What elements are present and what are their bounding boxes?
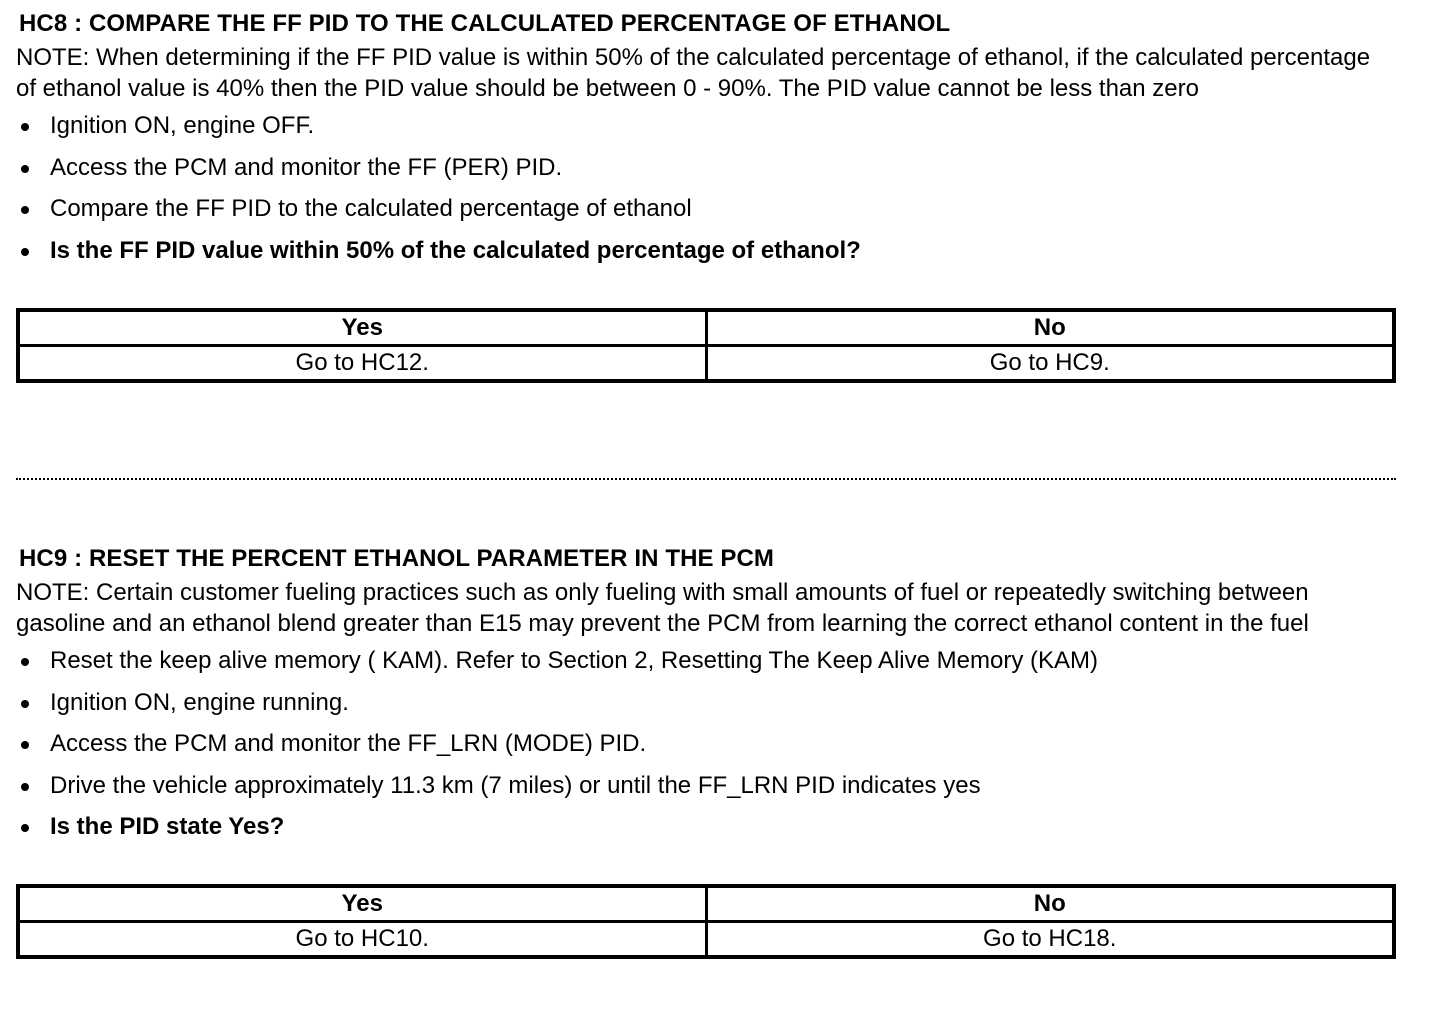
bullet-dot-icon <box>21 658 29 666</box>
step-hc9-section <box>16 543 1396 959</box>
table-row <box>18 922 1394 958</box>
bullet-item <box>16 728 1396 759</box>
table-row <box>18 345 1394 381</box>
bullet-text: Reset the keep alive memory ( KAM). Refer to Section 2, Resetting The Keep Alive Memory (KAM) <box>50 647 1098 674</box>
yes-header: Yes <box>18 886 706 922</box>
step-hc9-title: HC9 : RESET THE PERCENT ETHANOL PARAMETER IN THE PCM <box>19 545 775 572</box>
step-hc9-bullet-list <box>16 645 1396 842</box>
bullet-dot-icon <box>21 248 29 256</box>
bullet-item <box>16 645 1396 676</box>
step-hc8-note: NOTE: When determining if the FF PID value is within 50% of the calculated percentage of ethanol, if the calculated percentage of ethanol value is 40% then the PID value should be between 0 - 90%. The PID value cannot be less than zero <box>16 44 1371 102</box>
bullet-dot-icon <box>21 824 29 832</box>
bullet-text: Access the PCM and monitor the FF_LRN (MODE) PID. <box>50 730 647 757</box>
bullet-item <box>16 152 1396 183</box>
step-hc8-section <box>16 8 1396 383</box>
step-hc8-bullet-list <box>16 110 1396 266</box>
bullet-question <box>16 235 1396 266</box>
bullet-text: Drive the vehicle approximately 11.3 km (7 miles) or until the FF_LRN PID indicates yes <box>50 771 981 799</box>
no-action: Go to HC9. <box>706 345 1394 381</box>
bullet-dot-icon <box>21 123 29 131</box>
bullet-text: Compare the FF PID to the calculated percentage of ethanol <box>50 195 692 222</box>
step-hc8-result-table <box>16 308 1396 383</box>
bullet-item <box>16 687 1396 718</box>
bullet-text: Access the PCM and monitor the FF (PER) PID. <box>50 153 563 181</box>
yes-header: Yes <box>18 310 706 346</box>
bullet-dot-icon <box>21 165 29 173</box>
table-header-row <box>18 310 1394 346</box>
question-text: Is the FF PID value within 50% of the calculated percentage of ethanol? <box>50 236 861 264</box>
yes-action: Go to HC10. <box>18 922 706 958</box>
bullet-text: Ignition ON, engine running. <box>50 688 349 716</box>
step-hc8-title: HC8 : COMPARE THE FF PID TO THE CALCULATED PERCENTAGE OF ETHANOL <box>19 10 951 37</box>
no-action: Go to HC18. <box>706 922 1394 958</box>
bullet-dot-icon <box>21 206 29 214</box>
bullet-question <box>16 811 1396 842</box>
bullet-dot-icon <box>21 783 29 791</box>
bullet-text: Ignition ON, engine OFF. <box>50 112 315 139</box>
bullet-dot-icon <box>21 741 29 749</box>
bullet-item <box>16 193 1396 224</box>
bullet-item <box>16 770 1396 801</box>
section-divider <box>16 478 1396 480</box>
step-hc9-result-table <box>16 884 1396 959</box>
table-header-row <box>18 886 1394 922</box>
question-text: Is the PID state Yes? <box>50 813 285 840</box>
no-header: No <box>706 886 1394 922</box>
bullet-item <box>16 110 1396 141</box>
no-header: No <box>706 310 1394 346</box>
yes-action: Go to HC12. <box>18 345 706 381</box>
bullet-dot-icon <box>21 700 29 708</box>
step-hc9-note: NOTE: Certain customer fueling practices such as only fueling with small amounts of fuel or repeatedly switching between gasoline and an ethanol blend greater than E15 may prevent the PCM from learning the correct ethanol content in the fuel <box>16 579 1309 637</box>
